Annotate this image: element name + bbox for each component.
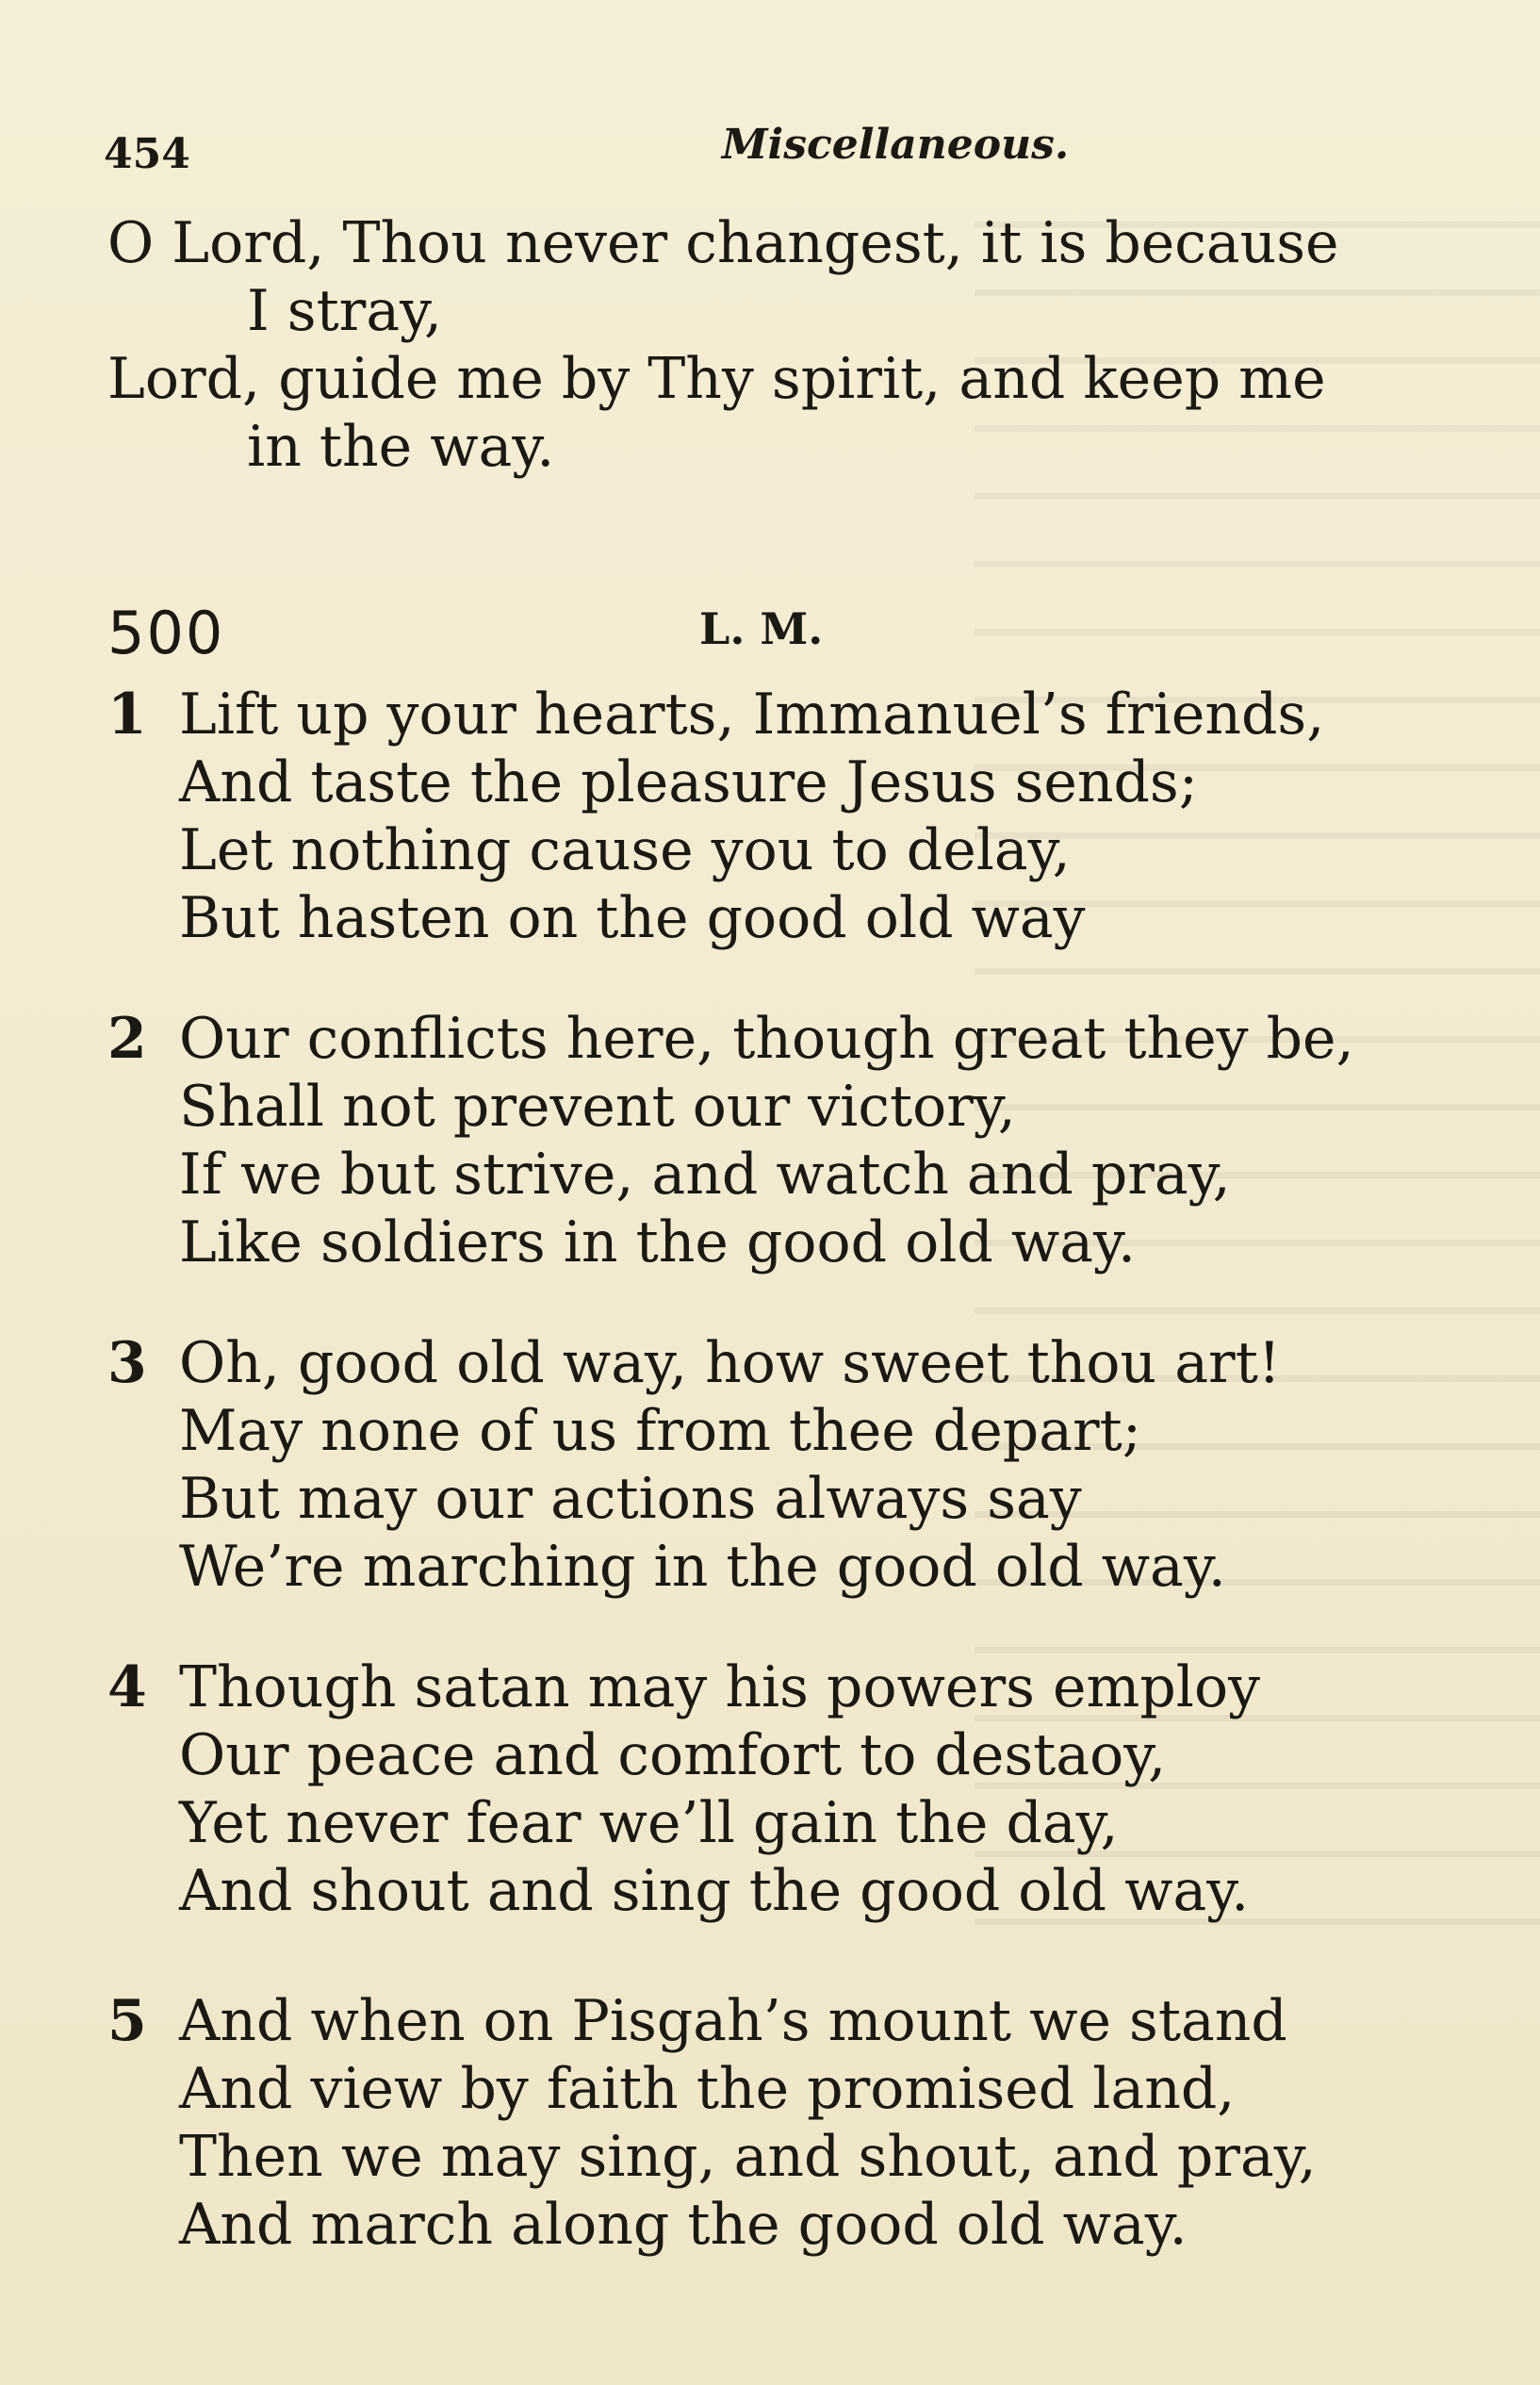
verse-number: 2 (107, 1006, 147, 1072)
verse-line: Shall not prevent our victory, (179, 1074, 1016, 1140)
verse-number: 3 (107, 1330, 147, 1396)
verse-line: Our conflicts here, though great they be, (179, 1006, 1354, 1072)
carryover-line: Lord, guide me by Thy spirit, and keep me (107, 346, 1326, 412)
carryover-line: I stray, (247, 278, 443, 344)
carryover-line: in the way. (247, 414, 555, 480)
verse-line: Let nothing cause you to delay, (179, 817, 1071, 883)
verse-line: Then we may sing, and shout, and pray, (179, 2124, 1317, 2190)
verse-line: And view by faith the promised land, (179, 2056, 1236, 2122)
verse-line: But hasten on the good old way (179, 885, 1086, 951)
page-number: 454 (104, 130, 190, 178)
carryover-line: O Lord, Thou never changest, it is because (107, 210, 1339, 276)
running-head (104, 121, 1442, 177)
verse-number: 4 (107, 1654, 147, 1720)
section-title: Miscellaneous. (721, 121, 1070, 169)
verse-line: And when on Pisgah’s mount we stand (179, 1988, 1287, 2054)
verse-line: And shout and sing the good old way. (179, 1858, 1250, 1924)
verse-number: 5 (107, 1988, 147, 2054)
verse-line: Like soldiers in the good old way. (179, 1209, 1137, 1275)
verse-line: And taste the pleasure Jesus sends; (179, 749, 1198, 815)
verse-line: We’re marching in the good old way. (179, 1534, 1226, 1600)
verse-line: If we but strive, and watch and pray, (179, 1142, 1231, 1208)
verse-line: Our peace and comfort to destaoy, (179, 1722, 1167, 1788)
verse-line: Though satan may his powers employ (179, 1654, 1261, 1720)
verse-line: And march along the good old way. (179, 2192, 1188, 2258)
verse-line: Oh, good old way, how sweet thou art! (179, 1330, 1281, 1396)
verse-line: May none of us from thee depart; (179, 1398, 1141, 1464)
verse-number: 1 (107, 682, 147, 748)
verse-line: Yet never fear we’ll gain the day, (179, 1790, 1119, 1856)
hymn-number: 500 (107, 599, 225, 667)
verse-line: But may our actions always say (179, 1466, 1082, 1532)
verse-line: Lift up your hearts, Immanuel’s friends, (179, 682, 1325, 748)
hymn-meter: L. M. (699, 603, 824, 654)
